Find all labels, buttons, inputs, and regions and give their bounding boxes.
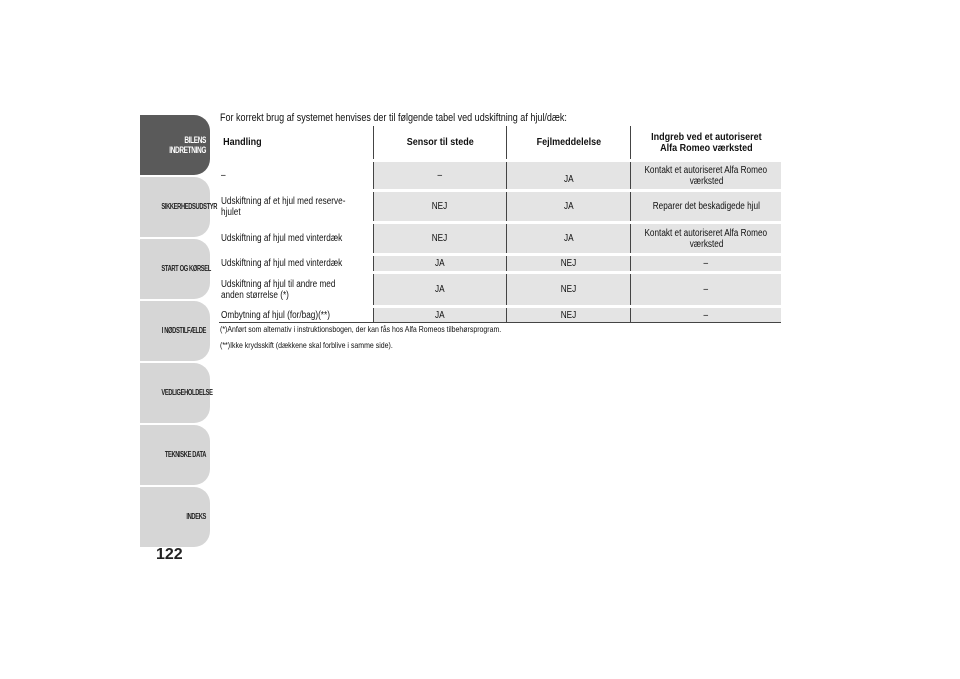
tab-label: VEDLIGEHOLDELSE xyxy=(161,388,213,397)
cell-sensor: NEJ xyxy=(373,191,506,223)
cell-service: Reparer det beskadigede hjul xyxy=(631,191,781,223)
cell-error: NEJ xyxy=(506,273,631,307)
table-row xyxy=(219,273,781,307)
table-row xyxy=(219,223,781,255)
cell-sensor: JA xyxy=(373,255,506,273)
cell-service: – xyxy=(631,307,781,323)
tab-sikkerhedsudstyr[interactable] xyxy=(140,177,218,237)
header-indgreb: Indgreb ved et autoriseret Alfa Romeo værksted xyxy=(631,126,781,161)
cell-sensor: JA xyxy=(373,273,506,307)
tab-label: I NØDSTILFÆLDE xyxy=(161,326,206,335)
tab-label: TEKNISKE DATA xyxy=(164,450,206,459)
cell-service: – xyxy=(631,273,781,307)
cell-sensor: – xyxy=(373,161,506,191)
cell-error: NEJ xyxy=(506,255,631,273)
cell-service: Kontakt et autoriseret Alfa Romeo værksted xyxy=(631,223,781,255)
table-row xyxy=(219,161,781,191)
table-row xyxy=(219,255,781,273)
cell-sensor: JA xyxy=(373,307,506,323)
cell-sensor: NEJ xyxy=(373,223,506,255)
header-sensor: Sensor til stede xyxy=(373,126,506,161)
cell-service: Kontakt et autoriseret Alfa Romeo værksted xyxy=(631,161,781,191)
tab-i-nodstilfaelde[interactable] xyxy=(140,301,210,361)
tab-tekniske-data[interactable] xyxy=(140,425,210,485)
cell-error: JA xyxy=(506,191,631,223)
header-fejlmeddelelse: Fejlmeddelelse xyxy=(506,126,631,161)
cell-error: NEJ xyxy=(506,307,631,323)
wheel-replacement-table xyxy=(219,126,781,323)
footnote-2: (**)Ikke krydsskift (dækkene skal forblive i samme side). xyxy=(220,340,393,350)
footnote-1: (*)Anført som alternativ i instruktionsbogen, der kan fås hos Alfa Romeos tilbehørsprogram. xyxy=(220,324,502,334)
cell-action: – xyxy=(219,161,373,191)
table-row xyxy=(219,191,781,223)
tab-vedligeholdelse[interactable] xyxy=(140,363,213,423)
cell-error: JA xyxy=(506,223,631,255)
tab-label: START OG KØRSEL xyxy=(161,264,211,273)
tab-bilens-indretning[interactable] xyxy=(140,115,210,175)
cell-action: Udskiftning af hjul med vinterdæk xyxy=(219,223,373,255)
cell-service: – xyxy=(631,255,781,273)
tab-label: INDEKS xyxy=(186,512,206,521)
cell-action: Ombytning af hjul (for/bag)(**) xyxy=(219,307,373,323)
cell-error: JA xyxy=(506,161,631,191)
page-number: 122 xyxy=(156,546,183,563)
tab-label: SIKKERHEDSUDSTYR xyxy=(161,202,218,211)
cell-action: Udskiftning af et hjul med reserve- hjulet xyxy=(219,191,373,223)
tab-indeks[interactable] xyxy=(140,487,210,547)
cell-action: Udskiftning af hjul til andre med anden størrelse (*) xyxy=(219,273,373,307)
footnotes xyxy=(220,324,563,356)
tab-start-og-korsel[interactable] xyxy=(140,239,210,299)
header-handling: Handling xyxy=(223,137,262,148)
cell-action: Udskiftning af hjul med vinterdæk xyxy=(219,255,373,273)
table-row xyxy=(219,307,781,323)
intro-text: For korrekt brug af systemet henvises der til følgende tabel ved udskiftning af hjul/dæk: xyxy=(220,112,567,124)
tab-label: BILENS INDRETNING xyxy=(169,135,206,155)
table-header-row xyxy=(219,126,781,161)
